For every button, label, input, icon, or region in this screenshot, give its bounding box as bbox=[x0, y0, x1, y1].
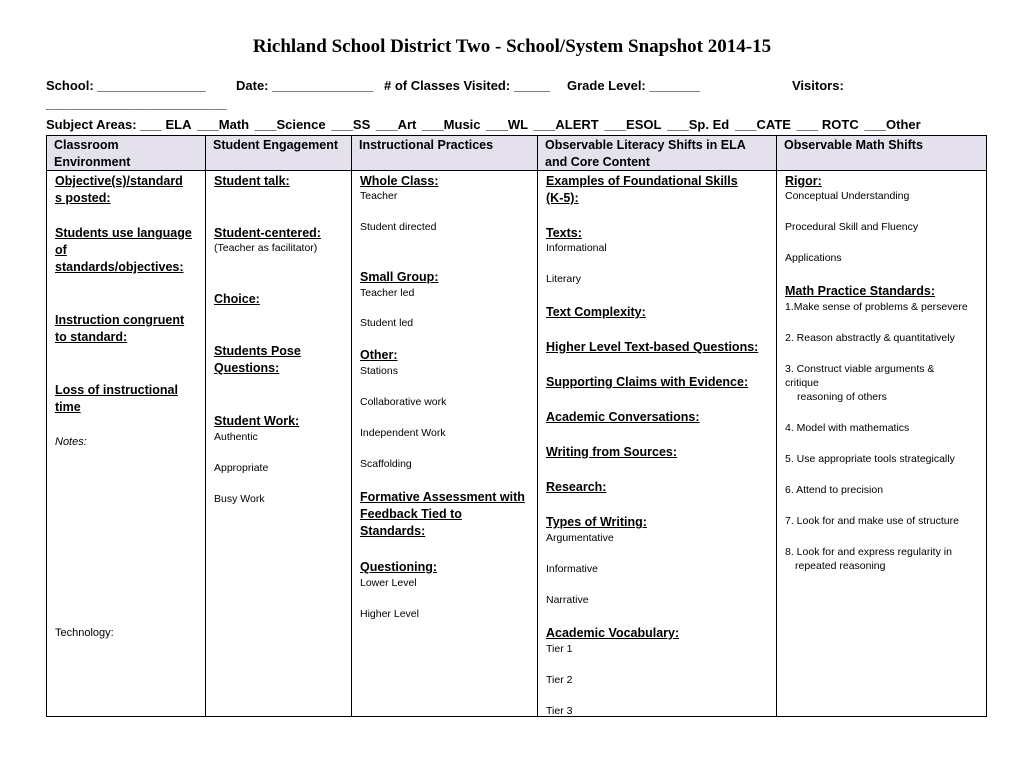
language-standards-label-cont: of bbox=[55, 243, 67, 257]
list-item: 6. Attend to precision bbox=[785, 484, 884, 496]
other-label: Other: bbox=[360, 348, 398, 362]
header-line: Instructional Practices bbox=[359, 138, 494, 152]
student-centered-label: Student-centered: bbox=[214, 226, 321, 240]
header-line: and Core Content bbox=[545, 155, 650, 169]
small-group-label: Small Group: bbox=[360, 270, 439, 284]
instruction-congruent-label-cont: to standard: bbox=[55, 330, 128, 344]
list-item: 4. Model with mathematics bbox=[785, 422, 910, 434]
header-line: Classroom bbox=[54, 138, 119, 152]
math-shifts-cell[interactable] bbox=[777, 171, 986, 716]
subject-science[interactable]: ___Science bbox=[254, 117, 326, 132]
technology-label: Technology: bbox=[55, 627, 114, 639]
list-item: Argumentative bbox=[546, 532, 614, 544]
subject-rotc[interactable]: ___ ROTC bbox=[796, 117, 859, 132]
texts-label: Texts: bbox=[546, 226, 582, 240]
instructional-practices-cell[interactable] bbox=[352, 171, 537, 716]
list-item: Authentic bbox=[214, 431, 258, 443]
subject-ela[interactable]: Subject Areas: ___ ELA bbox=[46, 117, 192, 132]
supporting-claims-label: Supporting Claims with Evidence: bbox=[546, 375, 749, 389]
instruction-congruent-label: Instruction congruent bbox=[55, 313, 185, 327]
students-pose-questions-label-cont: Questions: bbox=[214, 361, 280, 375]
academic-vocabulary-label: Academic Vocabulary: bbox=[546, 626, 680, 640]
header-line: Student Engagement bbox=[213, 138, 339, 152]
header-classroom-environment bbox=[47, 136, 205, 170]
subject-areas bbox=[46, 117, 923, 132]
formative-assessment-label-cont: Feedback Tied to bbox=[360, 507, 462, 521]
grade-level-field[interactable]: Grade Level: _______ bbox=[567, 78, 700, 93]
page-title: Richland School District Two - School/System Snapshot 2014-15 bbox=[252, 36, 772, 57]
table-header-row bbox=[47, 136, 986, 171]
language-standards-label: Students use language bbox=[55, 226, 192, 240]
language-standards-label-cont2: standards/objectives: bbox=[55, 260, 184, 274]
whole-class-label: Whole Class: bbox=[360, 174, 439, 188]
subject-math[interactable]: ___Math bbox=[197, 117, 250, 132]
classes-visited-field[interactable]: # of Classes Visited: _____ bbox=[384, 78, 550, 93]
classroom-environment-cell[interactable] bbox=[47, 171, 205, 716]
header-line: Observable Literacy Shifts in ELA bbox=[545, 138, 746, 152]
list-item: Tier 3 bbox=[546, 705, 573, 717]
questioning-label: Questioning: bbox=[360, 560, 438, 574]
list-item: Teacher led bbox=[360, 287, 415, 299]
snapshot-table bbox=[46, 135, 987, 717]
list-item: Informative bbox=[546, 563, 598, 575]
list-item: Student led bbox=[360, 317, 414, 329]
objectives-posted-label: Objective(s)/standard bbox=[55, 174, 183, 188]
header-line: Observable Math Shifts bbox=[784, 138, 923, 152]
header-line: Environment bbox=[54, 155, 131, 169]
choice-label: Choice: bbox=[214, 292, 260, 306]
higher-level-questions-label: Higher Level Text-based Questions: bbox=[546, 340, 759, 354]
subject-sped[interactable]: ___Sp. Ed bbox=[667, 117, 730, 132]
literacy-shifts-cell[interactable] bbox=[538, 171, 776, 716]
list-item: Teacher bbox=[360, 190, 398, 202]
list-item: Tier 2 bbox=[546, 674, 573, 686]
types-of-writing-label: Types of Writing: bbox=[546, 515, 647, 529]
objectives-posted-label-cont: s posted: bbox=[55, 191, 111, 205]
writing-from-sources-label: Writing from Sources: bbox=[546, 445, 678, 459]
list-item: Lower Level bbox=[360, 577, 417, 589]
list-item: 5. Use appropriate tools strategically bbox=[785, 453, 955, 465]
list-item: Literary bbox=[546, 273, 582, 285]
subject-wl[interactable]: ___WL bbox=[486, 117, 529, 132]
student-talk-label: Student talk: bbox=[214, 174, 290, 188]
subject-cate[interactable]: ___CATE bbox=[734, 117, 791, 132]
list-item: Student directed bbox=[360, 221, 437, 233]
list-item: Independent Work bbox=[360, 427, 446, 439]
list-item: 7. Look for and make use of structure bbox=[785, 515, 959, 527]
list-item: Stations bbox=[360, 365, 398, 377]
foundational-skills-label-cont: (K-5): bbox=[546, 191, 579, 205]
list-item: Busy Work bbox=[214, 493, 265, 505]
list-item: Higher Level bbox=[360, 608, 419, 620]
list-item: 3. Construct viable arguments & bbox=[785, 363, 935, 375]
subject-art[interactable]: ___Art bbox=[375, 117, 417, 132]
student-centered-note: (Teacher as facilitator) bbox=[214, 242, 318, 254]
visitors-field[interactable]: _________________________ bbox=[46, 96, 227, 111]
students-pose-questions-label: Students Pose bbox=[214, 344, 301, 358]
student-work-label: Student Work: bbox=[214, 414, 300, 428]
list-item: Informational bbox=[546, 242, 607, 254]
subject-alert[interactable]: ___ALERT bbox=[533, 117, 599, 132]
list-item: critique bbox=[785, 377, 819, 389]
academic-conversations-label: Academic Conversations: bbox=[546, 410, 700, 424]
date-field[interactable]: Date: ______________ bbox=[236, 78, 374, 93]
list-item: Tier 1 bbox=[546, 643, 573, 655]
list-item: 2. Reason abstractly & quantitatively bbox=[785, 332, 955, 344]
instructional-time-loss-label-cont: time bbox=[55, 400, 81, 414]
header-math-shifts bbox=[777, 136, 986, 170]
rigor-label: Rigor: bbox=[785, 174, 822, 188]
subject-other[interactable]: ___Other bbox=[864, 117, 921, 132]
list-item: repeated reasoning bbox=[795, 560, 886, 572]
header-student-engagement bbox=[206, 136, 351, 170]
list-item: Procedural Skill and Fluency bbox=[785, 221, 919, 233]
formative-assessment-label: Formative Assessment with bbox=[360, 490, 525, 504]
list-item: Conceptual Understanding bbox=[785, 190, 910, 202]
math-practice-standards-label: Math Practice Standards: bbox=[785, 284, 936, 298]
header-literacy-shifts bbox=[538, 136, 776, 170]
instructional-time-loss-label: Loss of instructional bbox=[55, 383, 178, 397]
list-item: Applications bbox=[785, 252, 842, 264]
list-item: 8. Look for and express regularity in bbox=[785, 546, 952, 558]
student-engagement-cell[interactable] bbox=[206, 171, 351, 716]
subject-ss[interactable]: ___SS bbox=[331, 117, 371, 132]
visitors-label: Visitors: bbox=[792, 78, 844, 93]
list-item: reasoning of others bbox=[797, 391, 887, 403]
subject-esol[interactable]: ___ESOL bbox=[604, 117, 662, 132]
list-item: 1.Make sense of problems & persevere bbox=[785, 301, 968, 313]
list-item: Collaborative work bbox=[360, 396, 447, 408]
foundational-skills-label: Examples of Foundational Skills bbox=[546, 174, 738, 188]
list-item: Narrative bbox=[546, 594, 589, 606]
formative-assessment-label-cont2: Standards: bbox=[360, 524, 426, 538]
list-item: Appropriate bbox=[214, 462, 269, 474]
school-field[interactable]: School: _______________ bbox=[46, 78, 206, 93]
list-item: Scaffolding bbox=[360, 458, 412, 470]
subject-music[interactable]: ___Music bbox=[421, 117, 481, 132]
header-instructional-practices bbox=[352, 136, 538, 170]
research-label: Research: bbox=[546, 480, 607, 494]
text-complexity-label: Text Complexity: bbox=[546, 305, 646, 319]
notes-label: Notes: bbox=[55, 436, 87, 448]
